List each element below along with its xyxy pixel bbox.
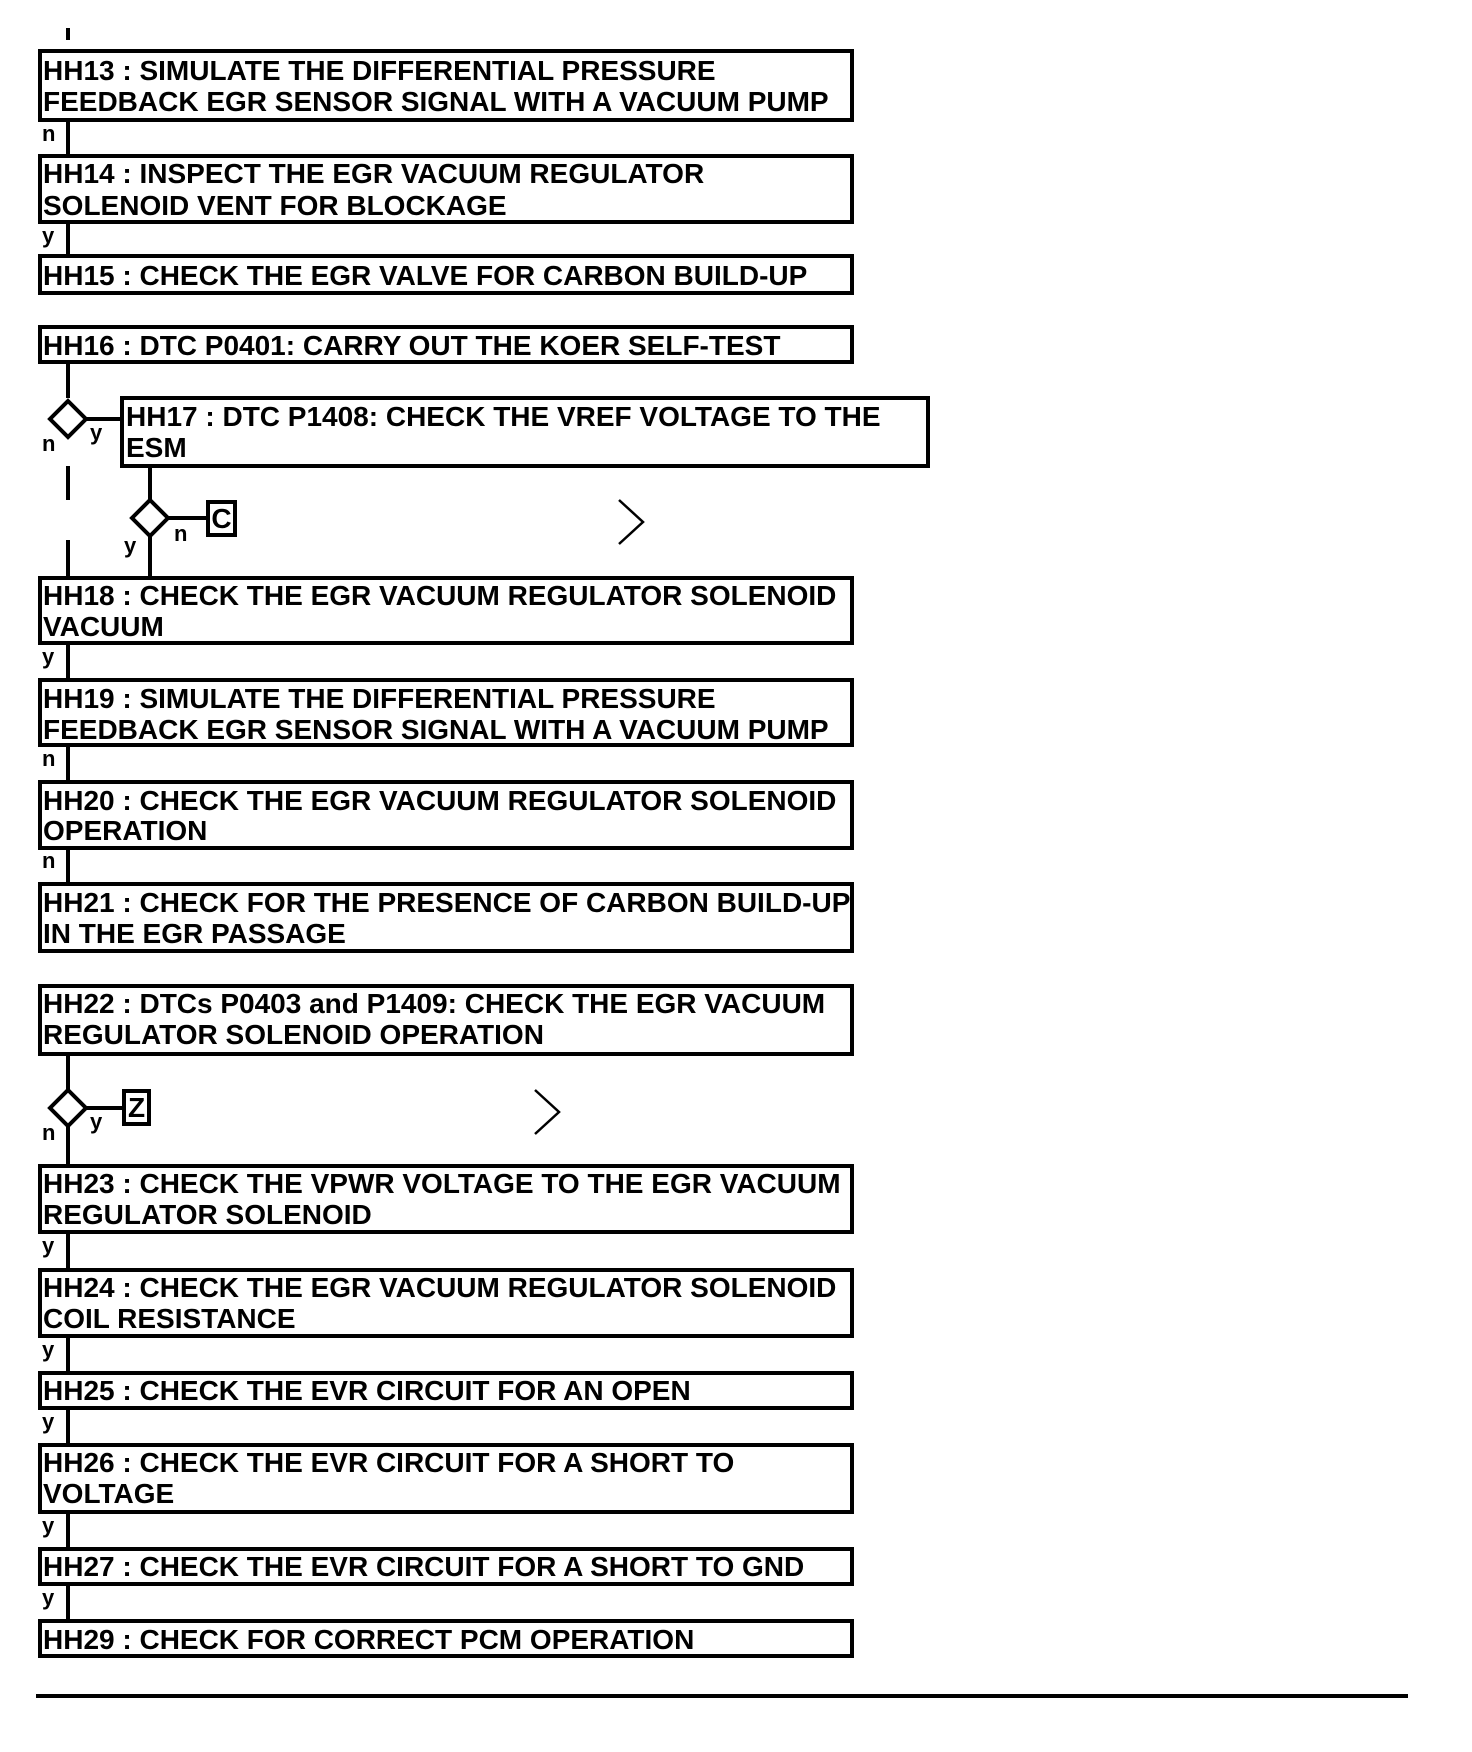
- step-hh27: [40, 1549, 852, 1584]
- svg-text:VACUUM: VACUUM: [43, 611, 164, 642]
- svg-text:HH27 : CHECK THE EVR CIRCUIT F: HH27 : CHECK THE EVR CIRCUIT FOR A SHORT TO GND: [43, 1551, 805, 1582]
- step-hh20: [40, 782, 852, 848]
- svg-text:n: n: [42, 746, 56, 771]
- svg-text:y: y: [42, 1233, 55, 1258]
- svg-text:y: y: [42, 644, 55, 669]
- svg-text:IN THE EGR PASSAGE: IN THE EGR PASSAGE: [43, 918, 346, 949]
- svg-text:FEEDBACK EGR SENSOR SIGNAL WIT: FEEDBACK EGR SENSOR SIGNAL WITH A VACUUM PUMP: [43, 714, 829, 745]
- step-hh23: [40, 1166, 852, 1232]
- svg-text:n: n: [42, 431, 56, 456]
- svg-text:HH13 : SIMULATE THE DIFFERENTI: HH13 : SIMULATE THE DIFFERENTIAL PRESSURE: [43, 55, 716, 86]
- svg-text:C: C: [211, 503, 232, 534]
- svg-text:HH25 : CHECK THE EVR CIRCUIT F: HH25 : CHECK THE EVR CIRCUIT FOR AN OPEN: [43, 1375, 691, 1406]
- chevron-right-icon: [535, 1090, 559, 1134]
- step-hh13: [40, 51, 852, 120]
- step-hh26: [40, 1445, 852, 1512]
- step-hh29: [40, 1621, 852, 1656]
- svg-text:HH24 : CHECK THE EGR VACUUM RE: HH24 : CHECK THE EGR VACUUM REGULATOR SOLENOID: [43, 1272, 837, 1303]
- svg-text:n: n: [42, 848, 56, 873]
- svg-text:OPERATION: OPERATION: [43, 815, 208, 846]
- step-hh16: [40, 327, 852, 362]
- svg-text:HH23 : CHECK THE VPWR VOLTAGE: HH23 : CHECK THE VPWR VOLTAGE TO THE EGR VACUUM: [43, 1168, 841, 1199]
- svg-text:SOLENOID VENT FOR BLOCKAGE: SOLENOID VENT FOR BLOCKAGE: [43, 190, 507, 221]
- svg-text:HH26 : CHECK THE EVR CIRCUIT F: HH26 : CHECK THE EVR CIRCUIT FOR A SHORT TO: [43, 1447, 735, 1478]
- step-hh21: [40, 884, 852, 951]
- svg-text:FEEDBACK EGR SENSOR SIGNAL WIT: FEEDBACK EGR SENSOR SIGNAL WITH A VACUUM PUMP: [43, 86, 829, 117]
- svg-text:HH20 : CHECK THE EGR VACUUM RE: HH20 : CHECK THE EGR VACUUM REGULATOR SOLENOID: [43, 785, 837, 816]
- chevron-right-icon: [619, 500, 643, 544]
- svg-text:y: y: [42, 1513, 55, 1538]
- step-hh18: [40, 578, 852, 643]
- step-hh14: [40, 156, 852, 222]
- step-hh15: [40, 256, 852, 293]
- svg-text:n: n: [42, 1120, 56, 1145]
- svg-text:y: y: [42, 1337, 55, 1362]
- svg-text:y: y: [42, 223, 55, 248]
- step-hh24: [40, 1270, 852, 1336]
- svg-text:ESM: ESM: [126, 432, 187, 463]
- terminal-c: [208, 502, 235, 535]
- svg-text:HH29 : CHECK FOR CORRECT PCM O: HH29 : CHECK FOR CORRECT PCM OPERATION: [43, 1624, 695, 1655]
- svg-text:y: y: [90, 1109, 103, 1134]
- svg-text:Z: Z: [127, 1092, 146, 1123]
- svg-text:HH18 : CHECK THE EGR VACUUM RE: HH18 : CHECK THE EGR VACUUM REGULATOR SOLENOID: [43, 580, 837, 611]
- svg-text:HH19 : SIMULATE THE DIFFERENTI: HH19 : SIMULATE THE DIFFERENTIAL PRESSURE: [43, 683, 716, 714]
- svg-text:VOLTAGE: VOLTAGE: [43, 1478, 175, 1509]
- svg-text:REGULATOR SOLENOID OPERATION: REGULATOR SOLENOID OPERATION: [43, 1019, 544, 1050]
- step-hh22: [40, 986, 852, 1054]
- svg-text:n: n: [42, 121, 56, 146]
- svg-text:HH17 : DTC P1408: CHECK THE VR: HH17 : DTC P1408: CHECK THE VREF VOLTAGE TO THE: [126, 401, 881, 432]
- svg-text:HH22 : DTCs P0403 and P1409: C: HH22 : DTCs P0403 and P1409: CHECK THE EGR VACUUM: [43, 988, 826, 1019]
- svg-text:HH14 : INSPECT THE EGR VACUUM: HH14 : INSPECT THE EGR VACUUM REGULATOR: [43, 158, 705, 189]
- svg-text:y: y: [42, 1585, 55, 1610]
- svg-text:HH15 : CHECK THE EGR VALVE FOR: HH15 : CHECK THE EGR VALVE FOR CARBON BUILD-UP: [43, 260, 808, 291]
- terminal-z: [124, 1091, 149, 1124]
- step-hh17: [122, 398, 928, 466]
- svg-text:y: y: [90, 420, 103, 445]
- svg-text:REGULATOR SOLENOID: REGULATOR SOLENOID: [43, 1199, 372, 1230]
- step-hh25: [40, 1373, 852, 1408]
- svg-text:y: y: [42, 1409, 55, 1434]
- svg-text:HH16 : DTC P0401: CARRY OUT TH: HH16 : DTC P0401: CARRY OUT THE KOER SELF-TEST: [43, 330, 781, 361]
- step-hh19: [40, 680, 852, 745]
- svg-text:HH21 : CHECK FOR THE PRESENCE: HH21 : CHECK FOR THE PRESENCE OF CARBON BUILD-UP: [43, 887, 851, 918]
- svg-text:COIL RESISTANCE: COIL RESISTANCE: [43, 1303, 296, 1334]
- svg-text:y: y: [124, 533, 137, 558]
- decision-diamond-hh17: [132, 500, 168, 536]
- svg-text:n: n: [174, 521, 188, 546]
